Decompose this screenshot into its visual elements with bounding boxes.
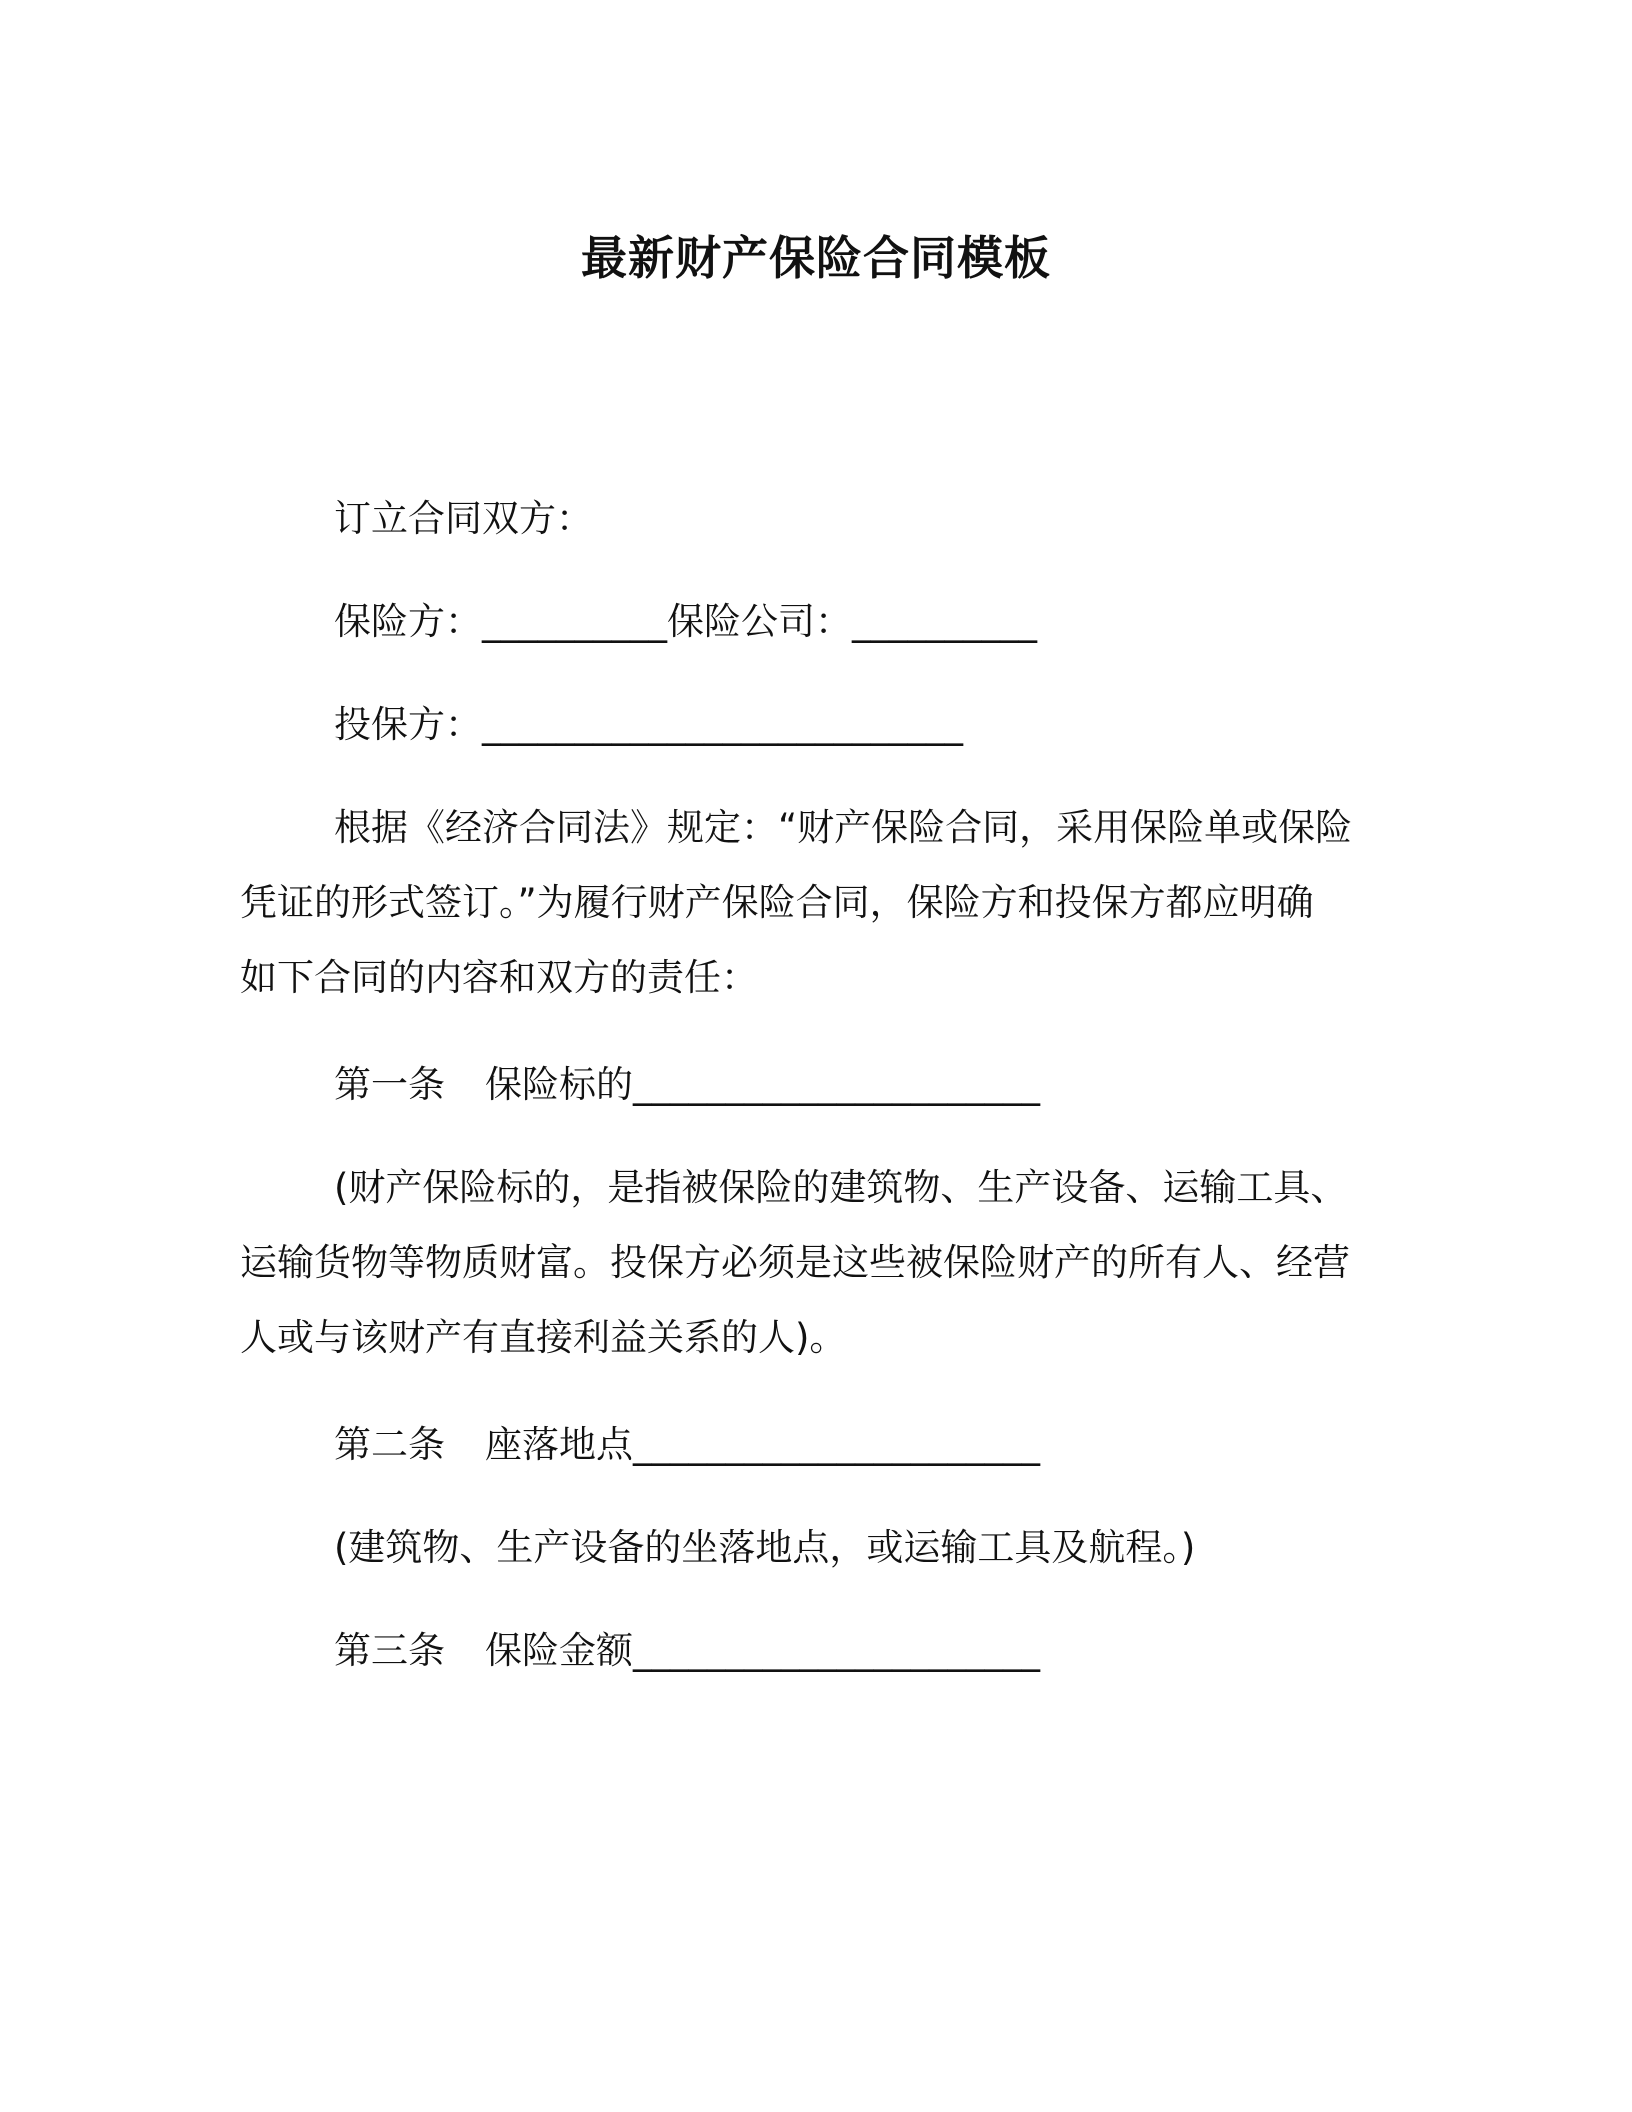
article-2 — [334, 1420, 1040, 1470]
article-2-blank: ______________________ — [633, 1423, 1040, 1466]
article-2-number: 第二条 — [334, 1423, 445, 1466]
article-3-blank: ______________________ — [633, 1629, 1040, 1672]
article-1-blank: ______________________ — [633, 1063, 1040, 1106]
article-2-label: 座落地点 — [485, 1423, 633, 1466]
parties-heading: 订立合同双方： — [334, 497, 593, 540]
article-1 — [334, 1060, 1040, 1110]
article-1-note-line-3: 人或与该财产有直接利益关系的人)。 — [240, 1316, 847, 1359]
insurer-line: 保险方：__________保险公司：__________ — [334, 600, 1037, 643]
article-1-number: 第一条 — [334, 1063, 445, 1106]
article-1-label: 保险标的 — [485, 1063, 633, 1106]
article-1-note-line-2: 运输货物等物质财富。投保方必须是这些被保险财产的所有人、经营 — [240, 1241, 1350, 1284]
basis-paragraph-line-2: 凭证的形式签订。”为履行财产保险合同，保险方和投保方都应明确 — [240, 881, 1314, 924]
basis-paragraph-line-3: 如下合同的内容和双方的责任： — [240, 956, 758, 999]
article-2-note: (建筑物、生产设备的坐落地点，或运输工具及航程。) — [334, 1526, 1196, 1569]
basis-paragraph-line-1: 根据《经济合同法》规定：“财产保险合同，采用保险单或保险 — [334, 806, 1353, 849]
insured-line: 投保方：__________________________ — [334, 703, 963, 746]
document-title: 最新财产保险合同模板 — [581, 231, 1051, 285]
article-3-number: 第三条 — [334, 1629, 445, 1672]
article-3 — [334, 1626, 1040, 1676]
article-3-label: 保险金额 — [485, 1629, 633, 1672]
article-1-note-line-1: (财产保险标的，是指被保险的建筑物、生产设备、运输工具、 — [334, 1166, 1348, 1209]
